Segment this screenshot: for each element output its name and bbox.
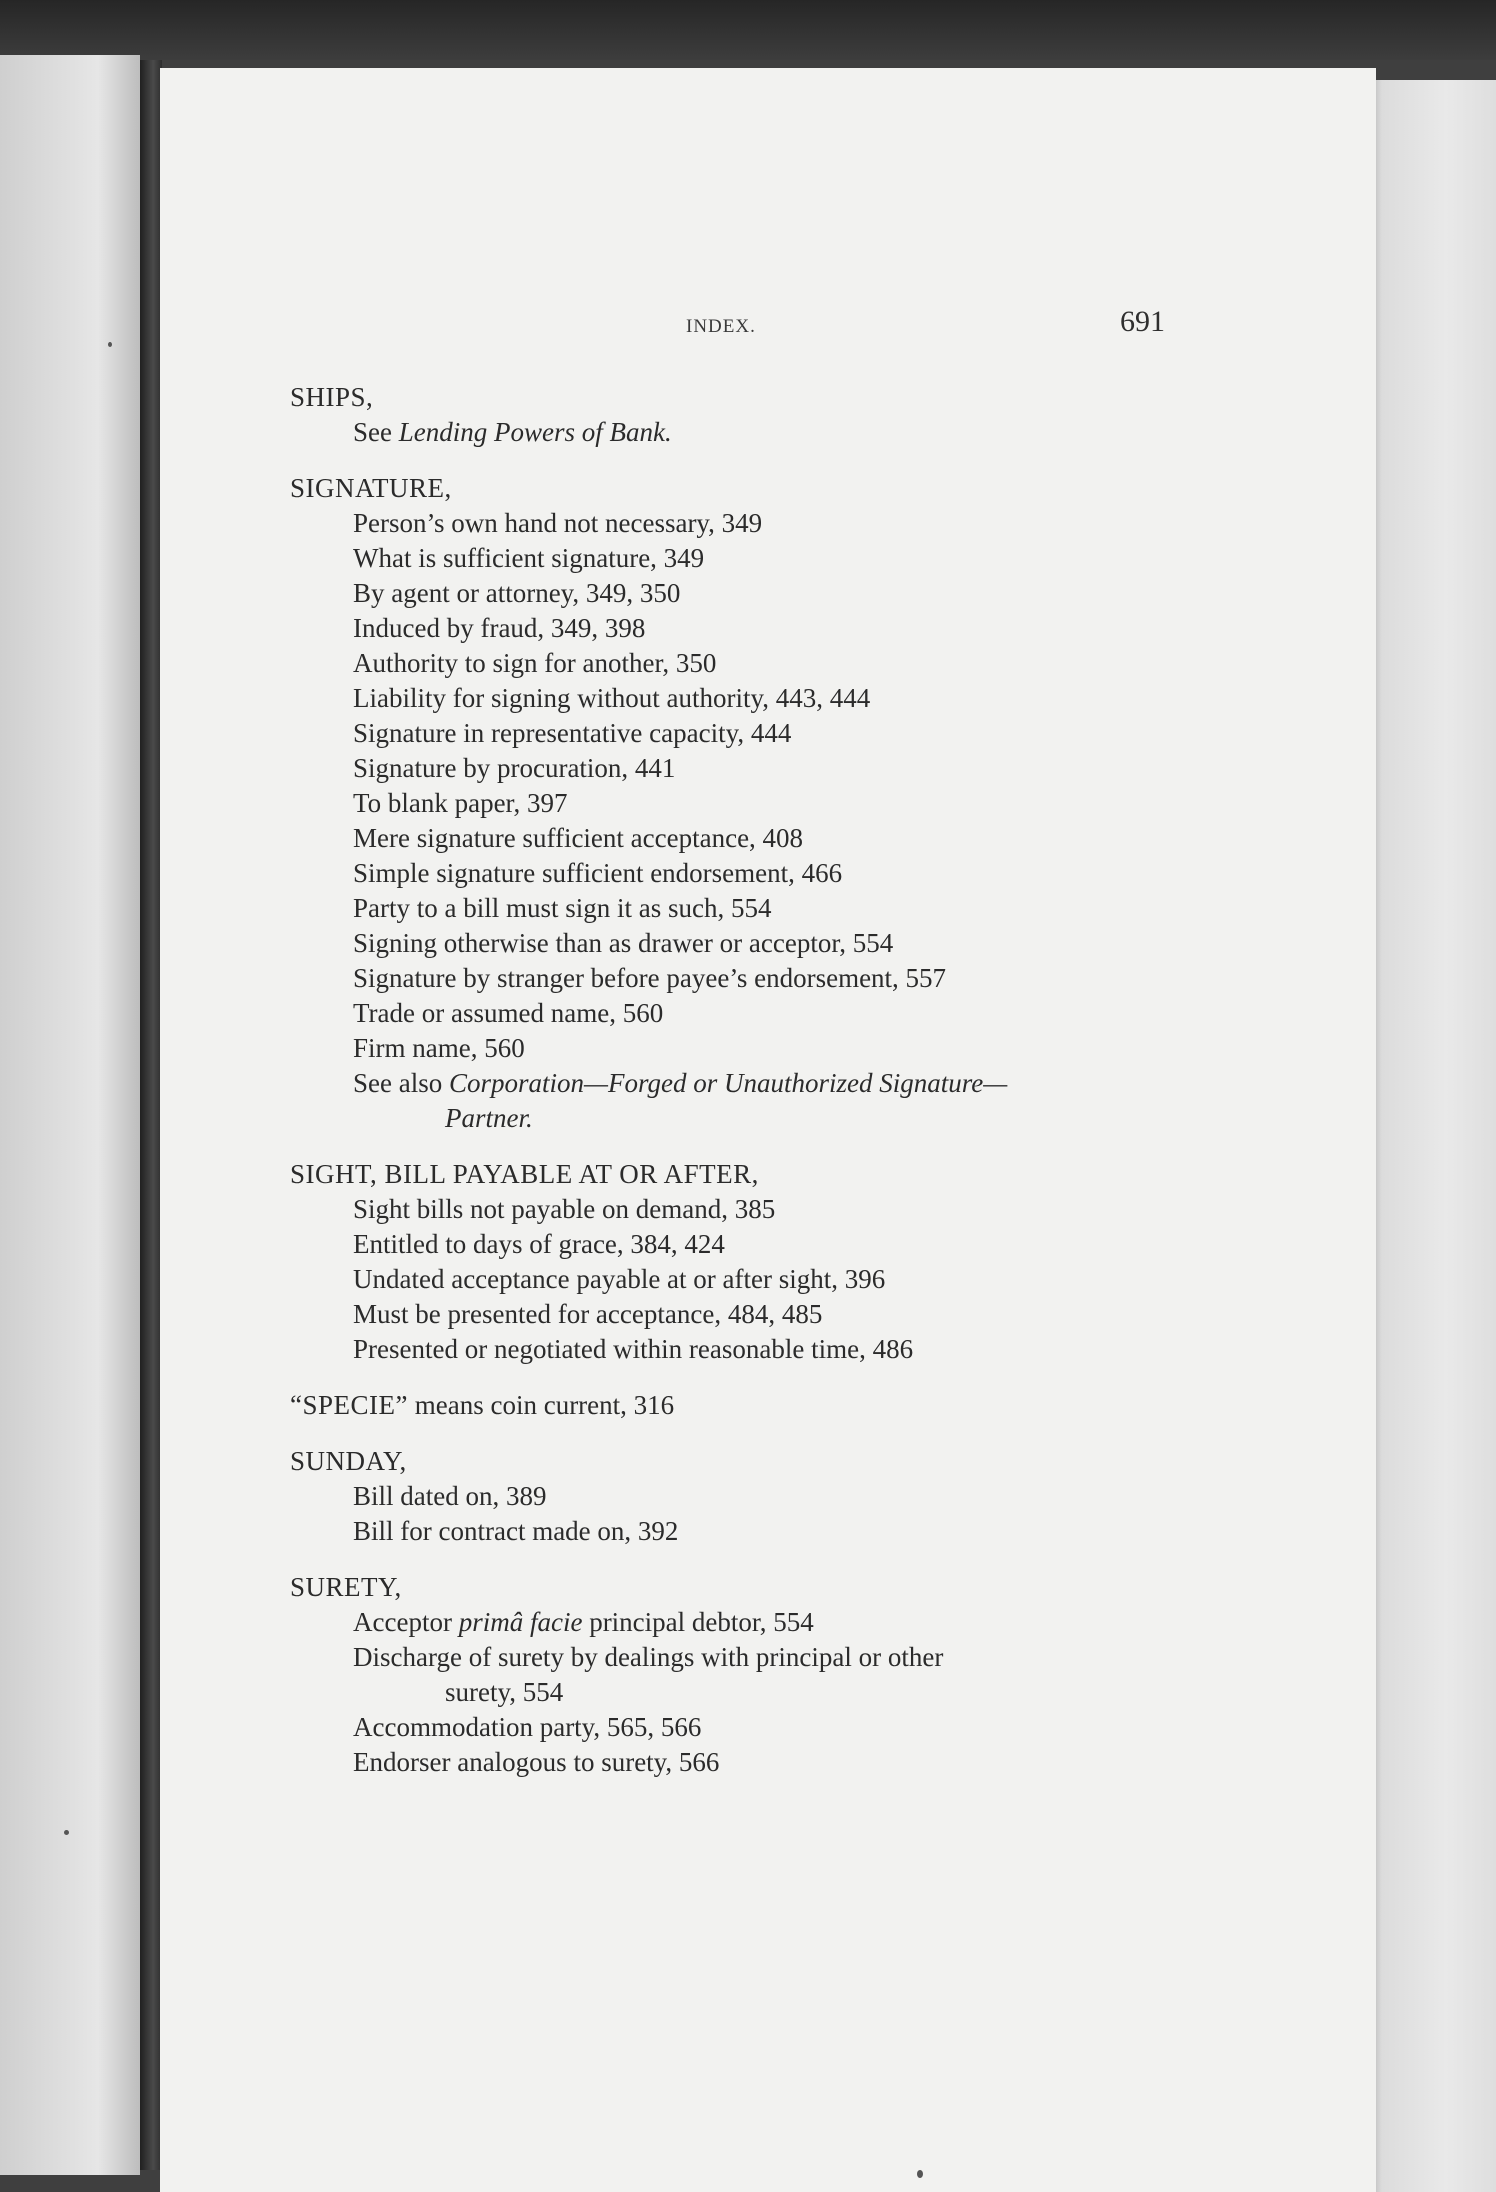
index-entry-sunday xyxy=(290,1444,1190,1549)
subentry: To blank paper, 397 xyxy=(353,788,568,818)
subentry: Acceptor primâ facie principal debtor, 554 xyxy=(353,1607,814,1637)
subentry: Party to a bill must sign it as such, 554 xyxy=(353,893,772,923)
subentry: Induced by fraud, 349, 398 xyxy=(353,613,646,643)
subentry: Presented or negotiated within reasonable time, 486 xyxy=(353,1334,914,1364)
subentry: By agent or attorney, 349, 350 xyxy=(353,578,681,608)
subentry: Endorser analogous to surety, 566 xyxy=(353,1747,720,1777)
scan-speck xyxy=(917,2170,923,2178)
subentry-continuation: surety, 554 xyxy=(445,1677,564,1707)
entry-heading: SUNDAY, xyxy=(290,1446,407,1476)
subentry: Signature in representative capacity, 444 xyxy=(353,718,792,748)
subentry: Undated acceptance payable at or after sight, 396 xyxy=(353,1264,886,1294)
subentry: Signing otherwise than as drawer or acceptor, 554 xyxy=(353,928,894,958)
subentry: Entitled to days of grace, 384, 424 xyxy=(353,1229,725,1259)
subentry: Bill for contract made on, 392 xyxy=(353,1516,679,1546)
scan-speck xyxy=(108,342,112,347)
subentry: Authority to sign for another, 350 xyxy=(353,648,717,678)
page-number: 691 xyxy=(1120,305,1165,338)
index-content xyxy=(290,380,1190,1801)
index-entry-ships xyxy=(290,380,1190,450)
scan-background-top xyxy=(0,0,1496,60)
cross-reference: See Lending Powers of Bank. xyxy=(353,417,672,447)
see-also-reference: See also Corporation—Forged or Unauthorized Signature— xyxy=(353,1068,1008,1098)
scan-speck xyxy=(64,1830,69,1835)
entry-heading: “SPECIE” xyxy=(290,1390,408,1420)
entry-heading: SHIPS, xyxy=(290,382,374,412)
subentry: Signature by procuration, 441 xyxy=(353,753,676,783)
index-entry-signature xyxy=(290,471,1190,1136)
entry-heading: SURETY, xyxy=(290,1572,402,1602)
subentry: Accommodation party, 565, 566 xyxy=(353,1712,702,1742)
index-entry-specie xyxy=(290,1388,1190,1423)
subentry: What is sufficient signature, 349 xyxy=(353,543,705,573)
index-entry-sight xyxy=(290,1157,1190,1367)
running-header: INDEX. xyxy=(686,316,756,337)
entry-heading: SIGNATURE, xyxy=(290,473,452,503)
subentry: Bill dated on, 389 xyxy=(353,1481,547,1511)
see-also-continuation: Partner. xyxy=(445,1103,533,1133)
entry-heading: SIGHT, BILL PAYABLE AT OR AFTER, xyxy=(290,1159,759,1189)
index-entry-surety xyxy=(290,1570,1190,1780)
subentry: Person’s own hand not necessary, 349 xyxy=(353,508,763,538)
subentry: Mere signature sufficient acceptance, 408 xyxy=(353,823,804,853)
subentry: Firm name, 560 xyxy=(353,1033,525,1063)
book-binding xyxy=(140,60,162,2170)
subentry: Discharge of surety by dealings with principal or other xyxy=(353,1642,944,1672)
subentry: Signature by stranger before payee’s endorsement, 557 xyxy=(353,963,947,993)
page-stack-edge xyxy=(1372,80,1496,2192)
subentry: Sight bills not payable on demand, 385 xyxy=(353,1194,776,1224)
subentry: Liability for signing without authority, 443, 444 xyxy=(353,683,871,713)
subentry: Must be presented for acceptance, 484, 485 xyxy=(353,1299,823,1329)
subentry: Simple signature sufficient endorsement, 466 xyxy=(353,858,843,888)
subentry: Trade or assumed name, 560 xyxy=(353,998,664,1028)
facing-page-edge xyxy=(0,55,140,2175)
entry-text: means coin current, 316 xyxy=(408,1390,675,1420)
